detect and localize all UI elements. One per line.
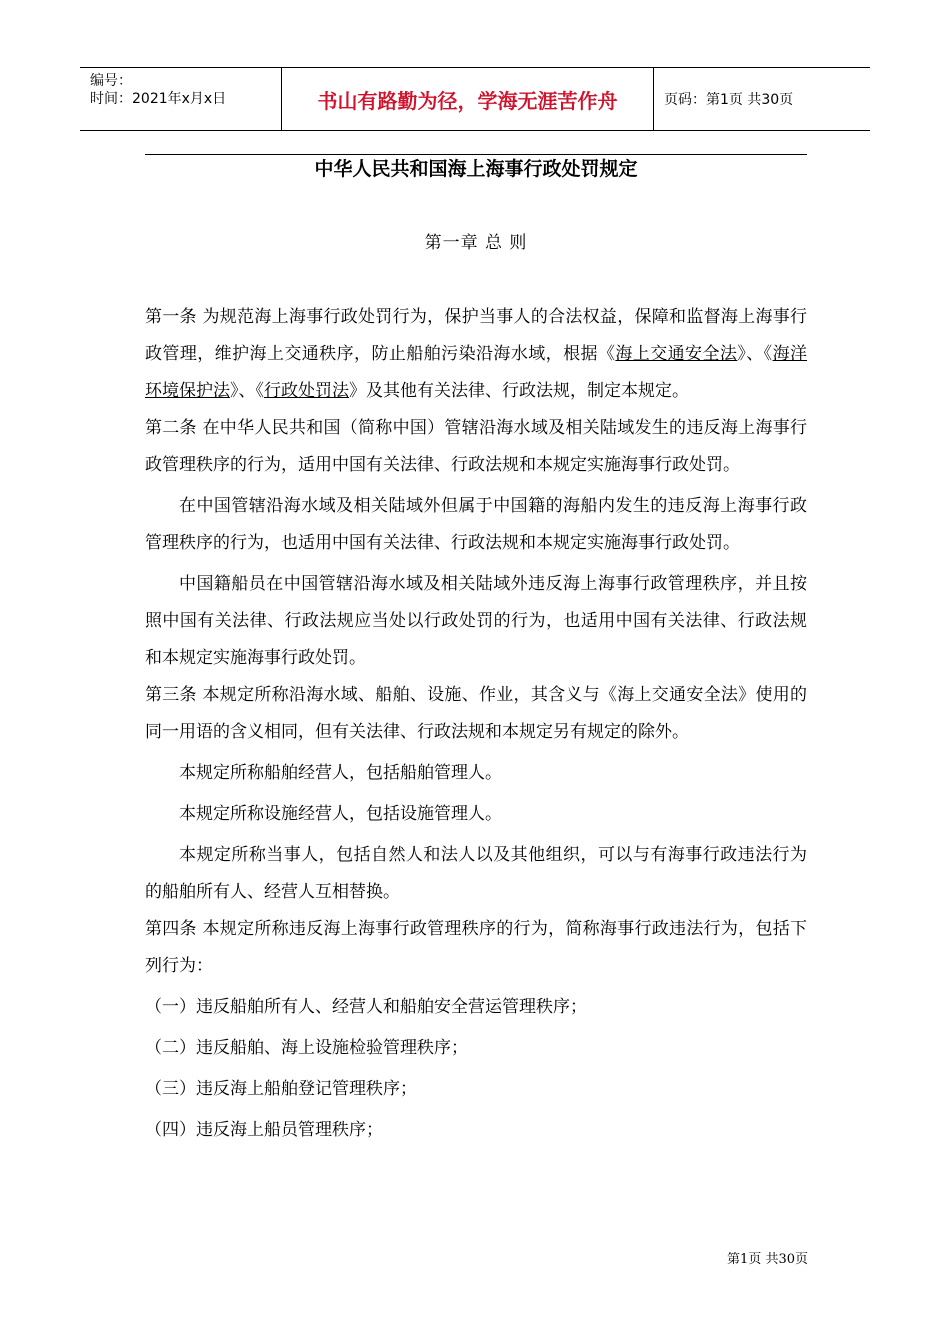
article-3-paragraph-2: 本规定所称船舶经营人，包括船舶管理人。: [179, 763, 502, 783]
list-item: （一）违反船舶所有人、经营人和船舶安全营运管理秩序；: [145, 997, 587, 1017]
footer-page-number: 第1页 共30页: [727, 1252, 808, 1267]
header-meta: [80, 68, 282, 130]
law-link-marine-environment[interactable]: 海洋环境保护法: [145, 344, 808, 401]
header-table: [80, 67, 870, 131]
document-body: [145, 299, 807, 1149]
list-item: （三）违反海上船舶登记管理秩序；: [145, 1079, 417, 1099]
header-page-label: 页码：第1页 共30页: [664, 92, 794, 108]
time-label: 时间：2021年x月x日: [90, 91, 227, 107]
number-label: 编号：: [90, 73, 132, 89]
law-link-administrative-penalty[interactable]: 行政处罚法: [264, 381, 349, 401]
article-3: 第三条 本规定所称沿海水域、船舶、设施、作业，其含义与《海上交通安全法》使用的同一用语的含义相同，但有关法律、行政法规和本规定另有规定的除外。: [145, 685, 807, 742]
list-item: （四）违反海上船员管理秩序；: [145, 1120, 383, 1140]
header-motto: 书山有路勤为径，学海无涯苦作舟: [282, 68, 654, 130]
article-3-paragraph-3: 本规定所称设施经营人，包括设施管理人。: [179, 804, 502, 824]
title-divider: [145, 154, 807, 155]
article-4: 第四条 本规定所称违反海上海事行政管理秩序的行为，简称海事行政违法行为，包括下列行为：: [145, 919, 807, 976]
article-2-paragraph-2: 在中国管辖沿海水域及相关陆域外但属于中国籍的海船内发生的违反海上海事行政管理秩序的行为，也适用中国有关法律、行政法规和本规定实施海事行政处罚。: [145, 496, 807, 553]
document-title: 中华人民共和国海上海事行政处罚规定: [314, 158, 638, 180]
chapter-heading: 第一章 总 则: [424, 233, 528, 253]
list-item: （二）违反船舶、海上设施检验管理秩序；: [145, 1038, 468, 1058]
article-1: 第一条 为规范海上海事行政处罚行为，保护当事人的合法权益，保障和监督海上海事行政管理，维护海上交通秩序，防止船舶污染沿海水域，根据《海上交通安全法》、《海洋环境保护法》、《行政处罚法》及其他有关法律、行政法规，制定本规定。: [145, 307, 808, 401]
article-2: 第二条 在中华人民共和国（简称中国）管辖沿海水域及相关陆域发生的违反海上海事行政管理秩序的行为，适用中国有关法律、行政法规和本规定实施海事行政处罚。: [145, 418, 807, 475]
article-2-paragraph-3: 中国籍船员在中国管辖沿海水域及相关陆域外违反海上海事行政管理秩序，并且按照中国有关法律、行政法规应当处以行政处罚的行为，也适用中国有关法律、行政法规和本规定实施海事行政处罚。: [145, 574, 807, 668]
article-3-paragraph-4: 本规定所称当事人，包括自然人和法人以及其他组织，可以与有海事行政违法行为的船舶所有人、经营人互相替换。: [145, 845, 807, 902]
law-link-maritime-traffic-safety[interactable]: 海上交通安全法: [615, 344, 738, 364]
